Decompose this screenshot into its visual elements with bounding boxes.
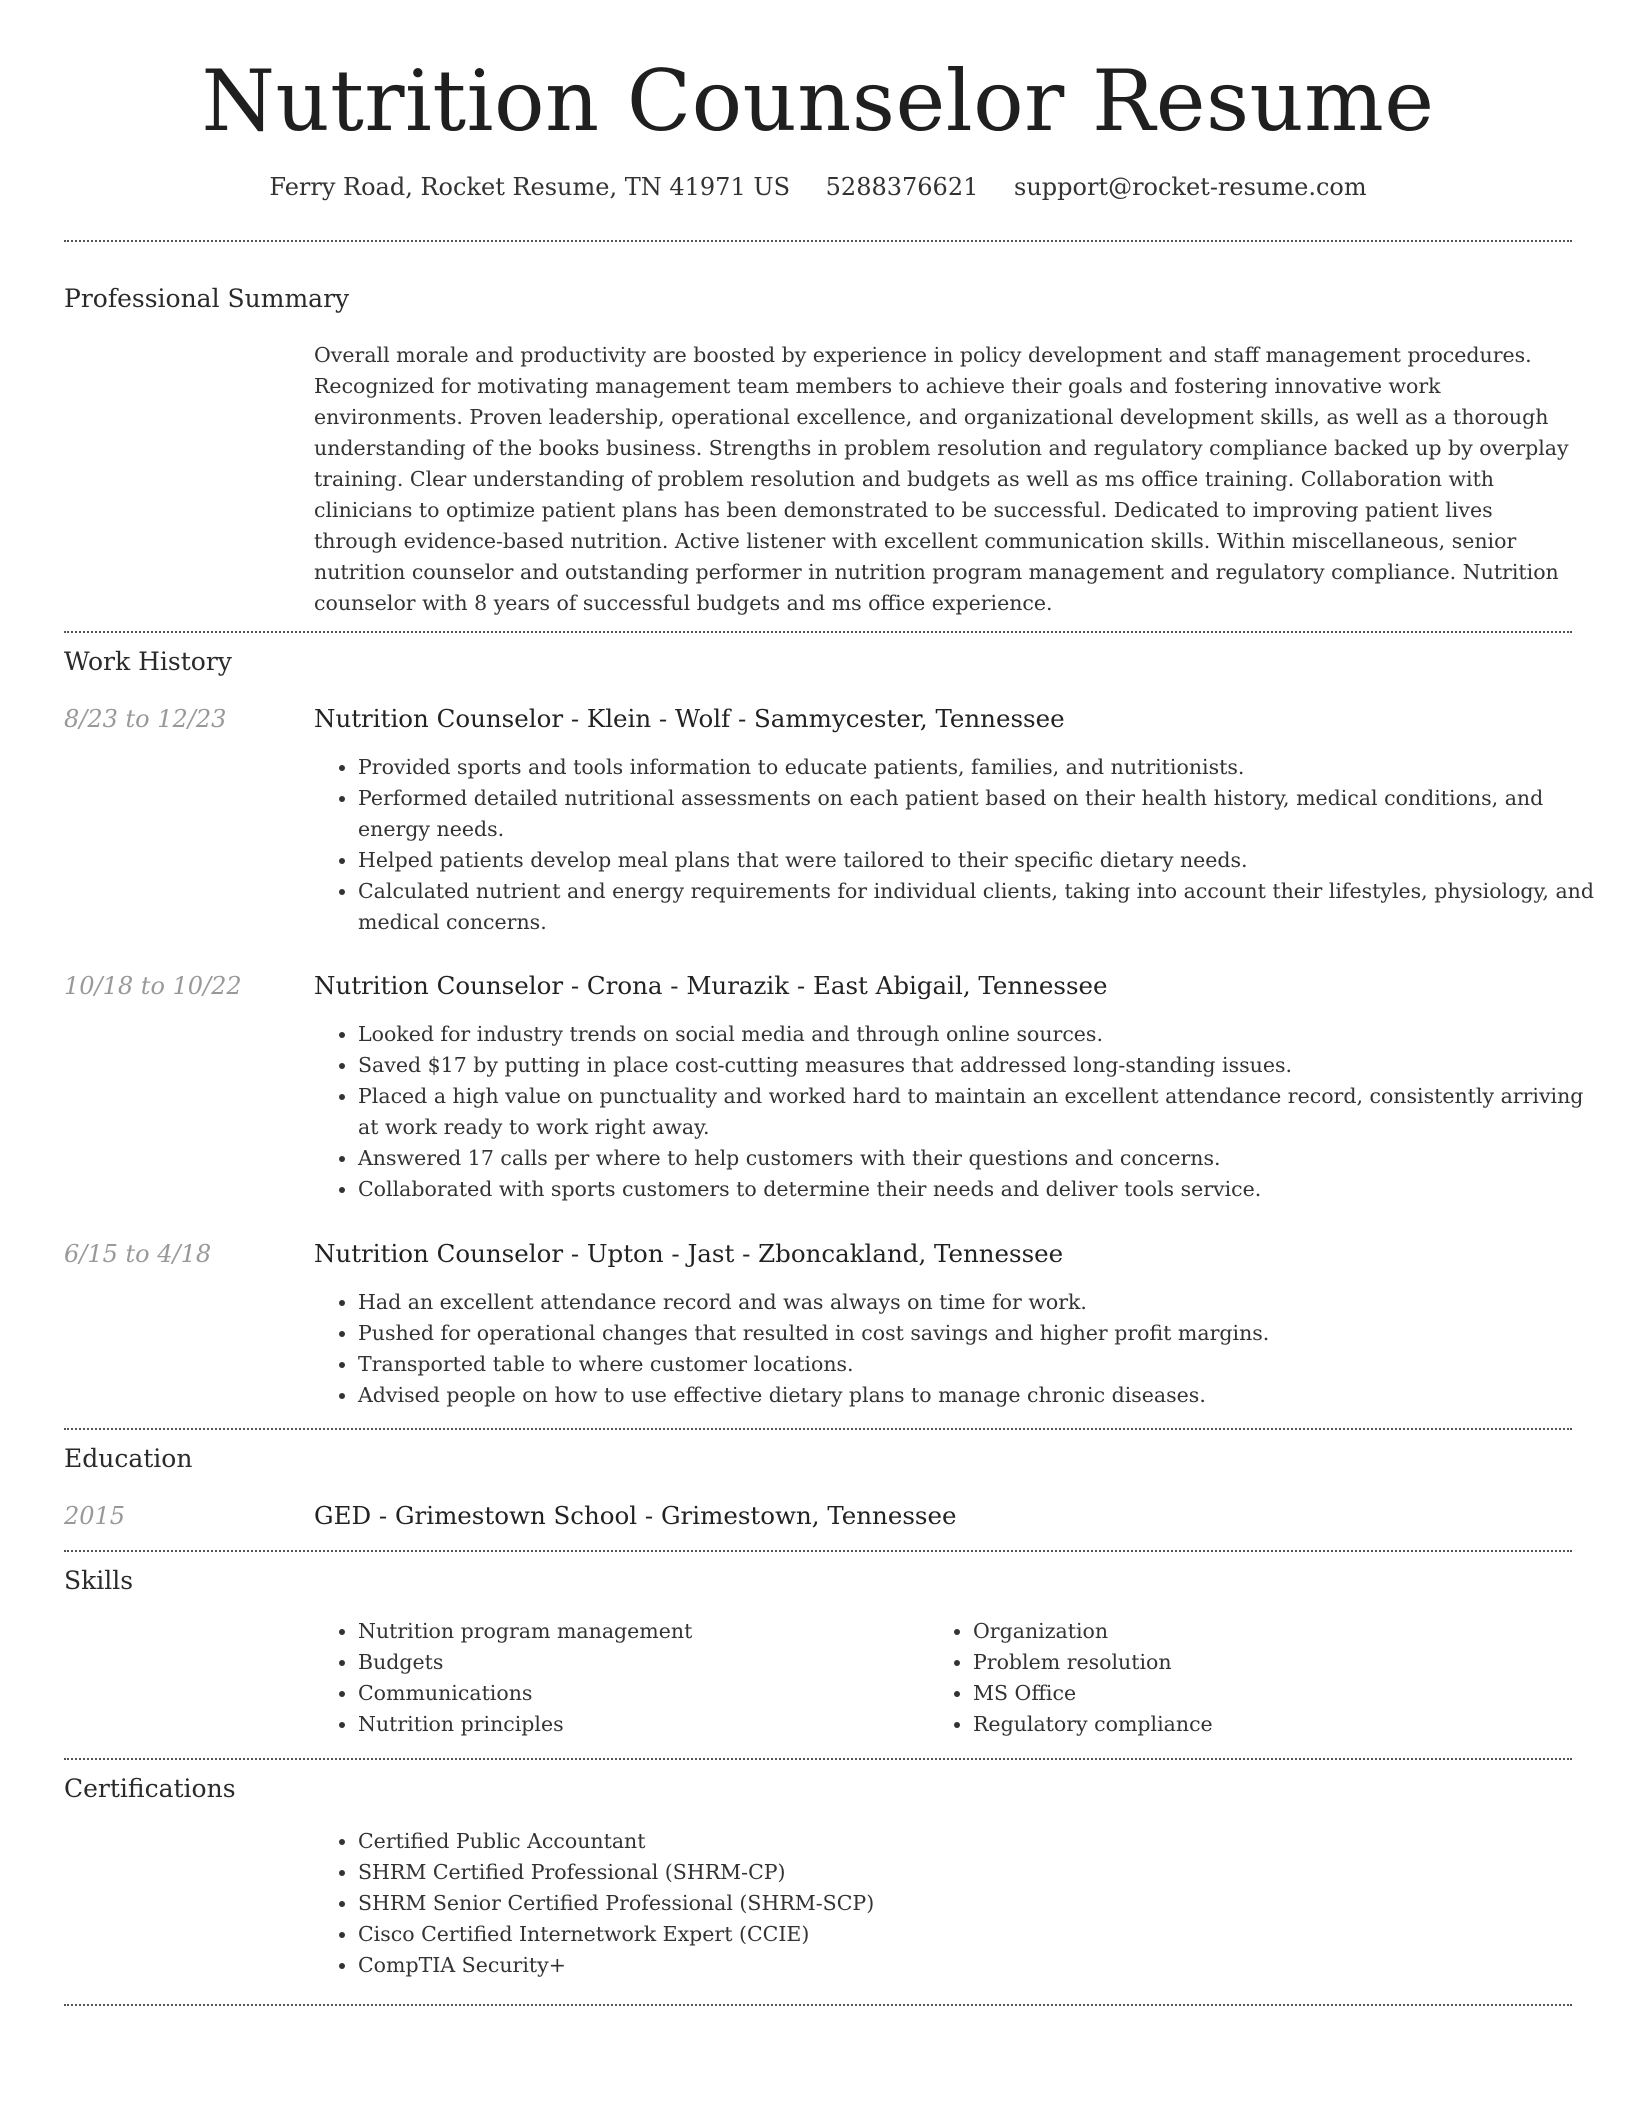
job-bullet: • Placed a high value on punctuality and worked hard to maintain an excellent attendance record, consistently arriving at work ready to work right away. xyxy=(358,1081,1598,1143)
job-bullet: • Calculated nutrient and energy requirements for individual clients, taking into account their lifestyles, physiology, and medical concerns. xyxy=(358,876,1598,938)
work-history-heading: Work History xyxy=(64,647,232,676)
skill-item: • MS Office xyxy=(973,1678,1533,1709)
job-bullets xyxy=(314,752,1598,938)
skill-item: • Budgets xyxy=(358,1647,918,1678)
contact-line xyxy=(64,170,1572,204)
skill-item: • Organization xyxy=(973,1616,1533,1647)
job-bullet: • Advised people on how to use effective dietary plans to manage chronic diseases. xyxy=(358,1380,1598,1411)
job-dates: 10/18 to 10/22 xyxy=(64,972,242,1000)
job-bullet: • Provided sports and tools information to educate patients, families, and nutritionists. xyxy=(358,752,1598,783)
job-title: Nutrition Counselor - Upton - Jast - Zboncakland, Tennessee xyxy=(314,1239,1064,1268)
skill-item: • Regulatory compliance xyxy=(973,1709,1533,1740)
contact-phone: 5288376621 xyxy=(825,173,979,201)
certification-item: • Certified Public Accountant xyxy=(358,1826,1598,1857)
skills-list-left xyxy=(314,1616,918,1740)
certification-item: • SHRM Senior Certified Professional (SHRM-SCP) xyxy=(358,1888,1598,1919)
resume-page xyxy=(64,0,1594,2112)
job-bullet: • Performed detailed nutritional assessments on each patient based on their health history, medical conditions, and energy needs. xyxy=(358,783,1598,845)
job-bullet: • Looked for industry trends on social media and through online sources. xyxy=(358,1019,1598,1050)
divider xyxy=(64,1428,1572,1430)
job-dates: 8/23 to 12/23 xyxy=(64,705,227,733)
divider xyxy=(64,631,1572,633)
skill-item: • Nutrition program management xyxy=(358,1616,918,1647)
job-bullet: • Collaborated with sports customers to determine their needs and deliver tools service. xyxy=(358,1174,1598,1205)
job-bullets xyxy=(314,1287,1598,1411)
divider xyxy=(64,240,1572,242)
job-title: Nutrition Counselor - Klein - Wolf - Sammycester, Tennessee xyxy=(314,704,1065,733)
skill-item: • Problem resolution xyxy=(973,1647,1533,1678)
skill-item: • Communications xyxy=(358,1678,918,1709)
skill-item: • Nutrition principles xyxy=(358,1709,918,1740)
education-entry: GED - Grimestown School - Grimestown, Tennessee xyxy=(314,1501,957,1530)
resume-title: Nutrition Counselor Resume xyxy=(201,52,1435,150)
divider xyxy=(64,2004,1572,2006)
divider xyxy=(64,1550,1572,1552)
certification-item: • Cisco Certified Internetwork Expert (CCIE) xyxy=(358,1919,1598,1950)
certification-item: • SHRM Certified Professional (SHRM-CP) xyxy=(358,1857,1598,1888)
job-bullet: • Pushed for operational changes that resulted in cost savings and higher profit margins. xyxy=(358,1318,1598,1349)
skills-list-right xyxy=(929,1616,1533,1740)
certification-item: • CompTIA Security+ xyxy=(358,1950,1598,1981)
job-title: Nutrition Counselor - Crona - Murazik - East Abigail, Tennessee xyxy=(314,971,1108,1000)
skills-heading: Skills xyxy=(64,1566,134,1595)
divider xyxy=(64,1758,1572,1760)
job-dates: 6/15 to 4/18 xyxy=(64,1240,212,1268)
education-heading: Education xyxy=(64,1444,193,1473)
contact-email: support@rocket-resume.com xyxy=(1014,173,1367,201)
certifications-list xyxy=(314,1826,1598,1981)
job-bullet: • Transported table to where customer locations. xyxy=(358,1349,1598,1380)
job-bullets xyxy=(314,1019,1598,1205)
certifications-heading: Certifications xyxy=(64,1774,236,1803)
contact-address: Ferry Road, Rocket Resume, TN 41971 US xyxy=(269,173,791,201)
job-bullet: • Answered 17 calls per where to help customers with their questions and concerns. xyxy=(358,1143,1598,1174)
job-bullet: • Saved $17 by putting in place cost-cutting measures that addressed long-standing issues. xyxy=(358,1050,1598,1081)
education-year: 2015 xyxy=(64,1502,126,1530)
summary-heading: Professional Summary xyxy=(64,284,350,313)
job-bullet: • Had an excellent attendance record and was always on time for work. xyxy=(358,1287,1598,1318)
job-bullet: • Helped patients develop meal plans that were tailored to their specific dietary needs. xyxy=(358,845,1598,876)
summary-text: Overall morale and productivity are boosted by experience in policy development and staff management procedures. Recognized for motivating management team members to achieve their goals and fostering innovative work environments. Proven leadership, operational excellence, and organizational development skills, as well as a thorough understanding of the books business. Strengths in problem resolution and regulatory compliance backed up by overplay training. Clear understanding of problem resolution and budgets as well as ms office training. Collaboration with clinicians to optimize patient plans has been demonstrated to be successful. Dedicated to improving patient lives through evidence-based nutrition. Active listener with excellent communication skills. Within miscellaneous, senior nutrition counselor and outstanding performer in nutrition program management and regulatory compliance. Nutrition counselor with 8 years of successful budgets and ms office experience. xyxy=(314,343,1569,615)
